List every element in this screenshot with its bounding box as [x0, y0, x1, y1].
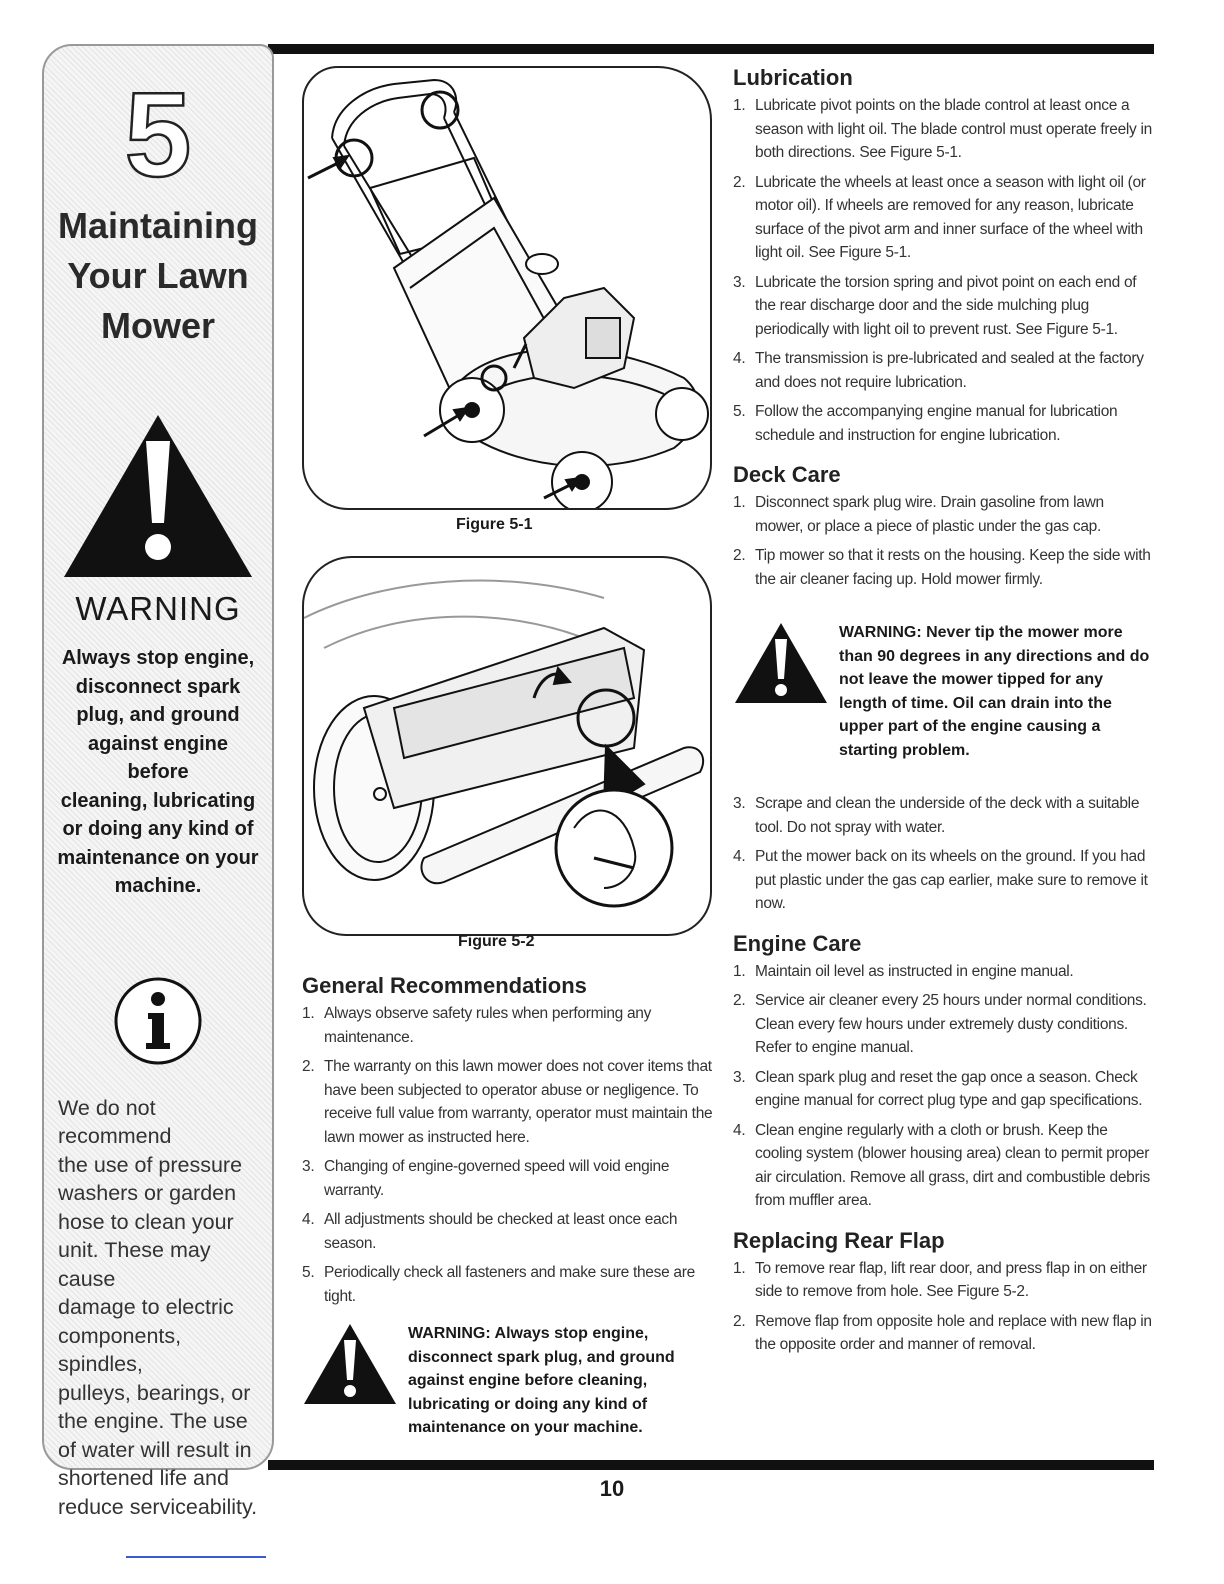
item-text: Always observe safety rules when performing any maintenance. [324, 1005, 652, 1046]
warning-triangle-icon [733, 621, 829, 705]
item-text: All adjustments should be checked at least once each season. [324, 1211, 678, 1252]
warning-line: or doing any kind of [62, 818, 254, 840]
info-line: hose to clean your [58, 1209, 234, 1234]
engine-care-list [733, 960, 1153, 1213]
info-line: We do not recommend [58, 1095, 172, 1148]
page-number: 10 [599, 1476, 625, 1501]
warning-triangle-icon [302, 1322, 398, 1406]
item-number: 4. [733, 1121, 746, 1139]
figure-5-1-lawn-mower [302, 66, 712, 510]
item-number: 1. [733, 494, 746, 511]
chapter-title-line: Your Lawn [67, 255, 249, 296]
list-item [733, 271, 1153, 342]
item-text: The transmission is pre-lubricated and sealed at the factory and does not require lubrication. [755, 350, 1144, 391]
deck-care-list [733, 491, 1153, 591]
bottom-link-underline [126, 1556, 266, 1558]
warning-line: plug, and ground [76, 704, 240, 726]
item-number: 3. [733, 1068, 746, 1086]
item-text: To remove rear flap, lift rear door, and press flap in on either side to remove from hole. See Figure 5-2. [755, 1259, 1147, 1300]
item-number: 3. [733, 273, 746, 291]
figure-5-1-caption: Figure 5-1 [456, 516, 533, 533]
list-item [302, 1155, 722, 1202]
item-text: Lubricate the torsion spring and pivot point on each end of the rear discharge door and the side mulching plug periodically with light oil to prevent rust. See Figure 5-1. [755, 273, 1137, 338]
item-number: 1. [733, 1259, 746, 1277]
list-item [733, 845, 1153, 916]
list-item [733, 491, 1153, 538]
item-text: Changing of engine-governed speed will void engine warranty. [324, 1158, 670, 1199]
top-rule [268, 44, 1154, 54]
deck-warning-box [733, 621, 1153, 762]
item-text: Clean spark plug and reset the gap once a season. Check engine manual for correct plug type and gap specifications. [755, 1068, 1143, 1109]
item-number: 2. [302, 1058, 315, 1075]
chapter-number-graphic [44, 76, 272, 191]
list-item [733, 400, 1153, 447]
item-number: 2. [733, 992, 746, 1009]
item-text: Remove flap from opposite hole and replace with new flap in the opposite order and manner of removal. [755, 1312, 1152, 1353]
item-number: 1. [733, 962, 746, 980]
item-number: 1. [302, 1005, 315, 1022]
sidebar-panel [42, 44, 274, 1519]
item-number: 4. [733, 350, 746, 367]
lubrication-heading: Lubrication [733, 65, 853, 90]
list-item [733, 94, 1153, 165]
item-text: Tip mower so that it rests on the housing. Keep the side with the air cleaner facing up. Hold mower firmly. [755, 547, 1151, 588]
info-line: reduce serviceability. [58, 1494, 258, 1519]
info-icon [44, 975, 272, 1072]
list-item [733, 1066, 1153, 1113]
item-text: Put the mower back on its wheels on the ground. If you had put plastic under the gas cap earlier, make sure to remove it now. [755, 848, 1148, 912]
item-text: Clean engine regularly with a cloth or brush. Keep the cooling system (blower housing area) clean to permit proper air circulation. Remove all grass, dirt and combustible debris from muffler area. [755, 1121, 1150, 1209]
engine-care-heading: Engine Care [733, 930, 862, 956]
item-number: 3. [733, 795, 746, 812]
figure-5-2-caption: Figure 5-2 [458, 933, 535, 950]
item-number: 4. [733, 848, 746, 865]
info-line: the engine. The use [58, 1409, 248, 1433]
list-item [733, 960, 1153, 984]
item-number: 1. [733, 97, 746, 114]
item-text: The warranty on this lawn mower does not cover items that have been subjected to operator abuse or negligence. To receive full value from warranty, operator must maintain the lawn mower as instructed here. [324, 1058, 713, 1146]
item-text: Lubricate pivot points on the blade control at least once a season with light oil. The blade control must operate freely in both directions. See Figure 5-1. [755, 97, 1152, 161]
item-text: Disconnect spark plug wire. Drain gasoline from lawn mower, or place a piece of plastic under the gas cap. [755, 494, 1104, 535]
list-item [733, 1119, 1153, 1213]
list-item [733, 1257, 1153, 1304]
chapter-title-line: Mower [100, 305, 215, 346]
list-item [733, 989, 1153, 1060]
item-text: Lubricate the wheels at least once a season with light oil (or motor oil). If wheels are removed for any reason, lubricate surface of the pivot arm and inner surface of the wheel with light oil. See Figure 5-1. [755, 173, 1146, 261]
list-item [302, 1261, 722, 1308]
right-column [733, 64, 1153, 1363]
list-item [302, 1002, 722, 1049]
bottom-rule [268, 1460, 1154, 1470]
item-number: 5. [302, 1264, 315, 1281]
list-item [302, 1055, 722, 1149]
info-line: unit. These may cause [58, 1238, 211, 1291]
chapter-title-line: Maintaining [58, 205, 258, 246]
warning-line: cleaning, lubricating [60, 789, 256, 812]
item-number: 5. [733, 403, 746, 420]
replacing-rear-flap-heading: Replacing Rear Flap [733, 1227, 945, 1253]
list-item [733, 1310, 1153, 1357]
item-number: 4. [302, 1211, 315, 1228]
deck-warning-text: WARNING: Never tip the mower more than 90 degrees in any directions and do not leave the mower tipped for any length of time. Oil can drain into the upper part of the engine causing a starting problem. [839, 624, 1150, 759]
list-item [733, 792, 1153, 839]
info-line: damage to electric [58, 1295, 234, 1319]
deck-care-heading: Deck Care [733, 462, 841, 487]
general-warning-box [302, 1322, 722, 1440]
info-line: the use of pressure [58, 1152, 243, 1177]
general-recommendations-heading: General Recommendations [302, 973, 587, 998]
item-number: 2. [733, 1312, 746, 1330]
list-item [733, 544, 1153, 591]
chapter-number: 5 [124, 76, 192, 186]
list-item [733, 347, 1153, 394]
item-text: Follow the accompanying engine manual for lubrication schedule and instruction for engine lubrication. [755, 403, 1118, 444]
item-number: 3. [302, 1158, 315, 1175]
warning-triangle-icon [44, 411, 272, 586]
warning-line: maintenance on your [57, 846, 259, 869]
chapter-title [44, 201, 272, 351]
info-line: shortened life and [58, 1466, 229, 1490]
warning-line: against engine before [87, 732, 229, 783]
warning-heading: WARNING [75, 590, 241, 627]
warning-line: Always stop engine, [61, 647, 255, 669]
item-text: Periodically check all fasteners and make sure these are tight. [324, 1264, 695, 1305]
replacing-rear-flap-list [733, 1257, 1153, 1357]
general-recommendations-section [302, 972, 722, 1452]
warning-line: machine. [114, 875, 202, 897]
lubrication-list [733, 94, 1153, 447]
info-line: components, spindles, [58, 1323, 182, 1376]
item-text: Scrape and clean the underside of the deck with a suitable tool. Do not spray with water. [755, 795, 1140, 836]
warning-line: disconnect spark [75, 675, 241, 698]
general-recommendations-list [302, 1002, 722, 1308]
info-line: washers or garden [58, 1181, 237, 1205]
item-number: 2. [733, 173, 746, 191]
info-text [44, 1094, 272, 1522]
warning-text [44, 644, 272, 901]
info-line: pulleys, bearings, or [58, 1380, 251, 1405]
item-number: 2. [733, 547, 746, 564]
item-text: Maintain oil level as instructed in engine manual. [755, 962, 1074, 980]
list-item [733, 171, 1153, 265]
figure-5-2-rear-flap [302, 556, 712, 936]
item-text: Service air cleaner every 25 hours under normal conditions. Clean every few hours under extremely dusty conditions. Refer to engine manual. [755, 992, 1147, 1056]
info-line: of water will result in [58, 1437, 252, 1462]
general-warning-text: WARNING: Always stop engine, disconnect spark plug, and ground against engine before cleaning, lubricating or doing any kind of maintenance on your machine. [408, 1325, 675, 1436]
deck-care-list-continued [733, 792, 1153, 916]
list-item [302, 1208, 722, 1255]
